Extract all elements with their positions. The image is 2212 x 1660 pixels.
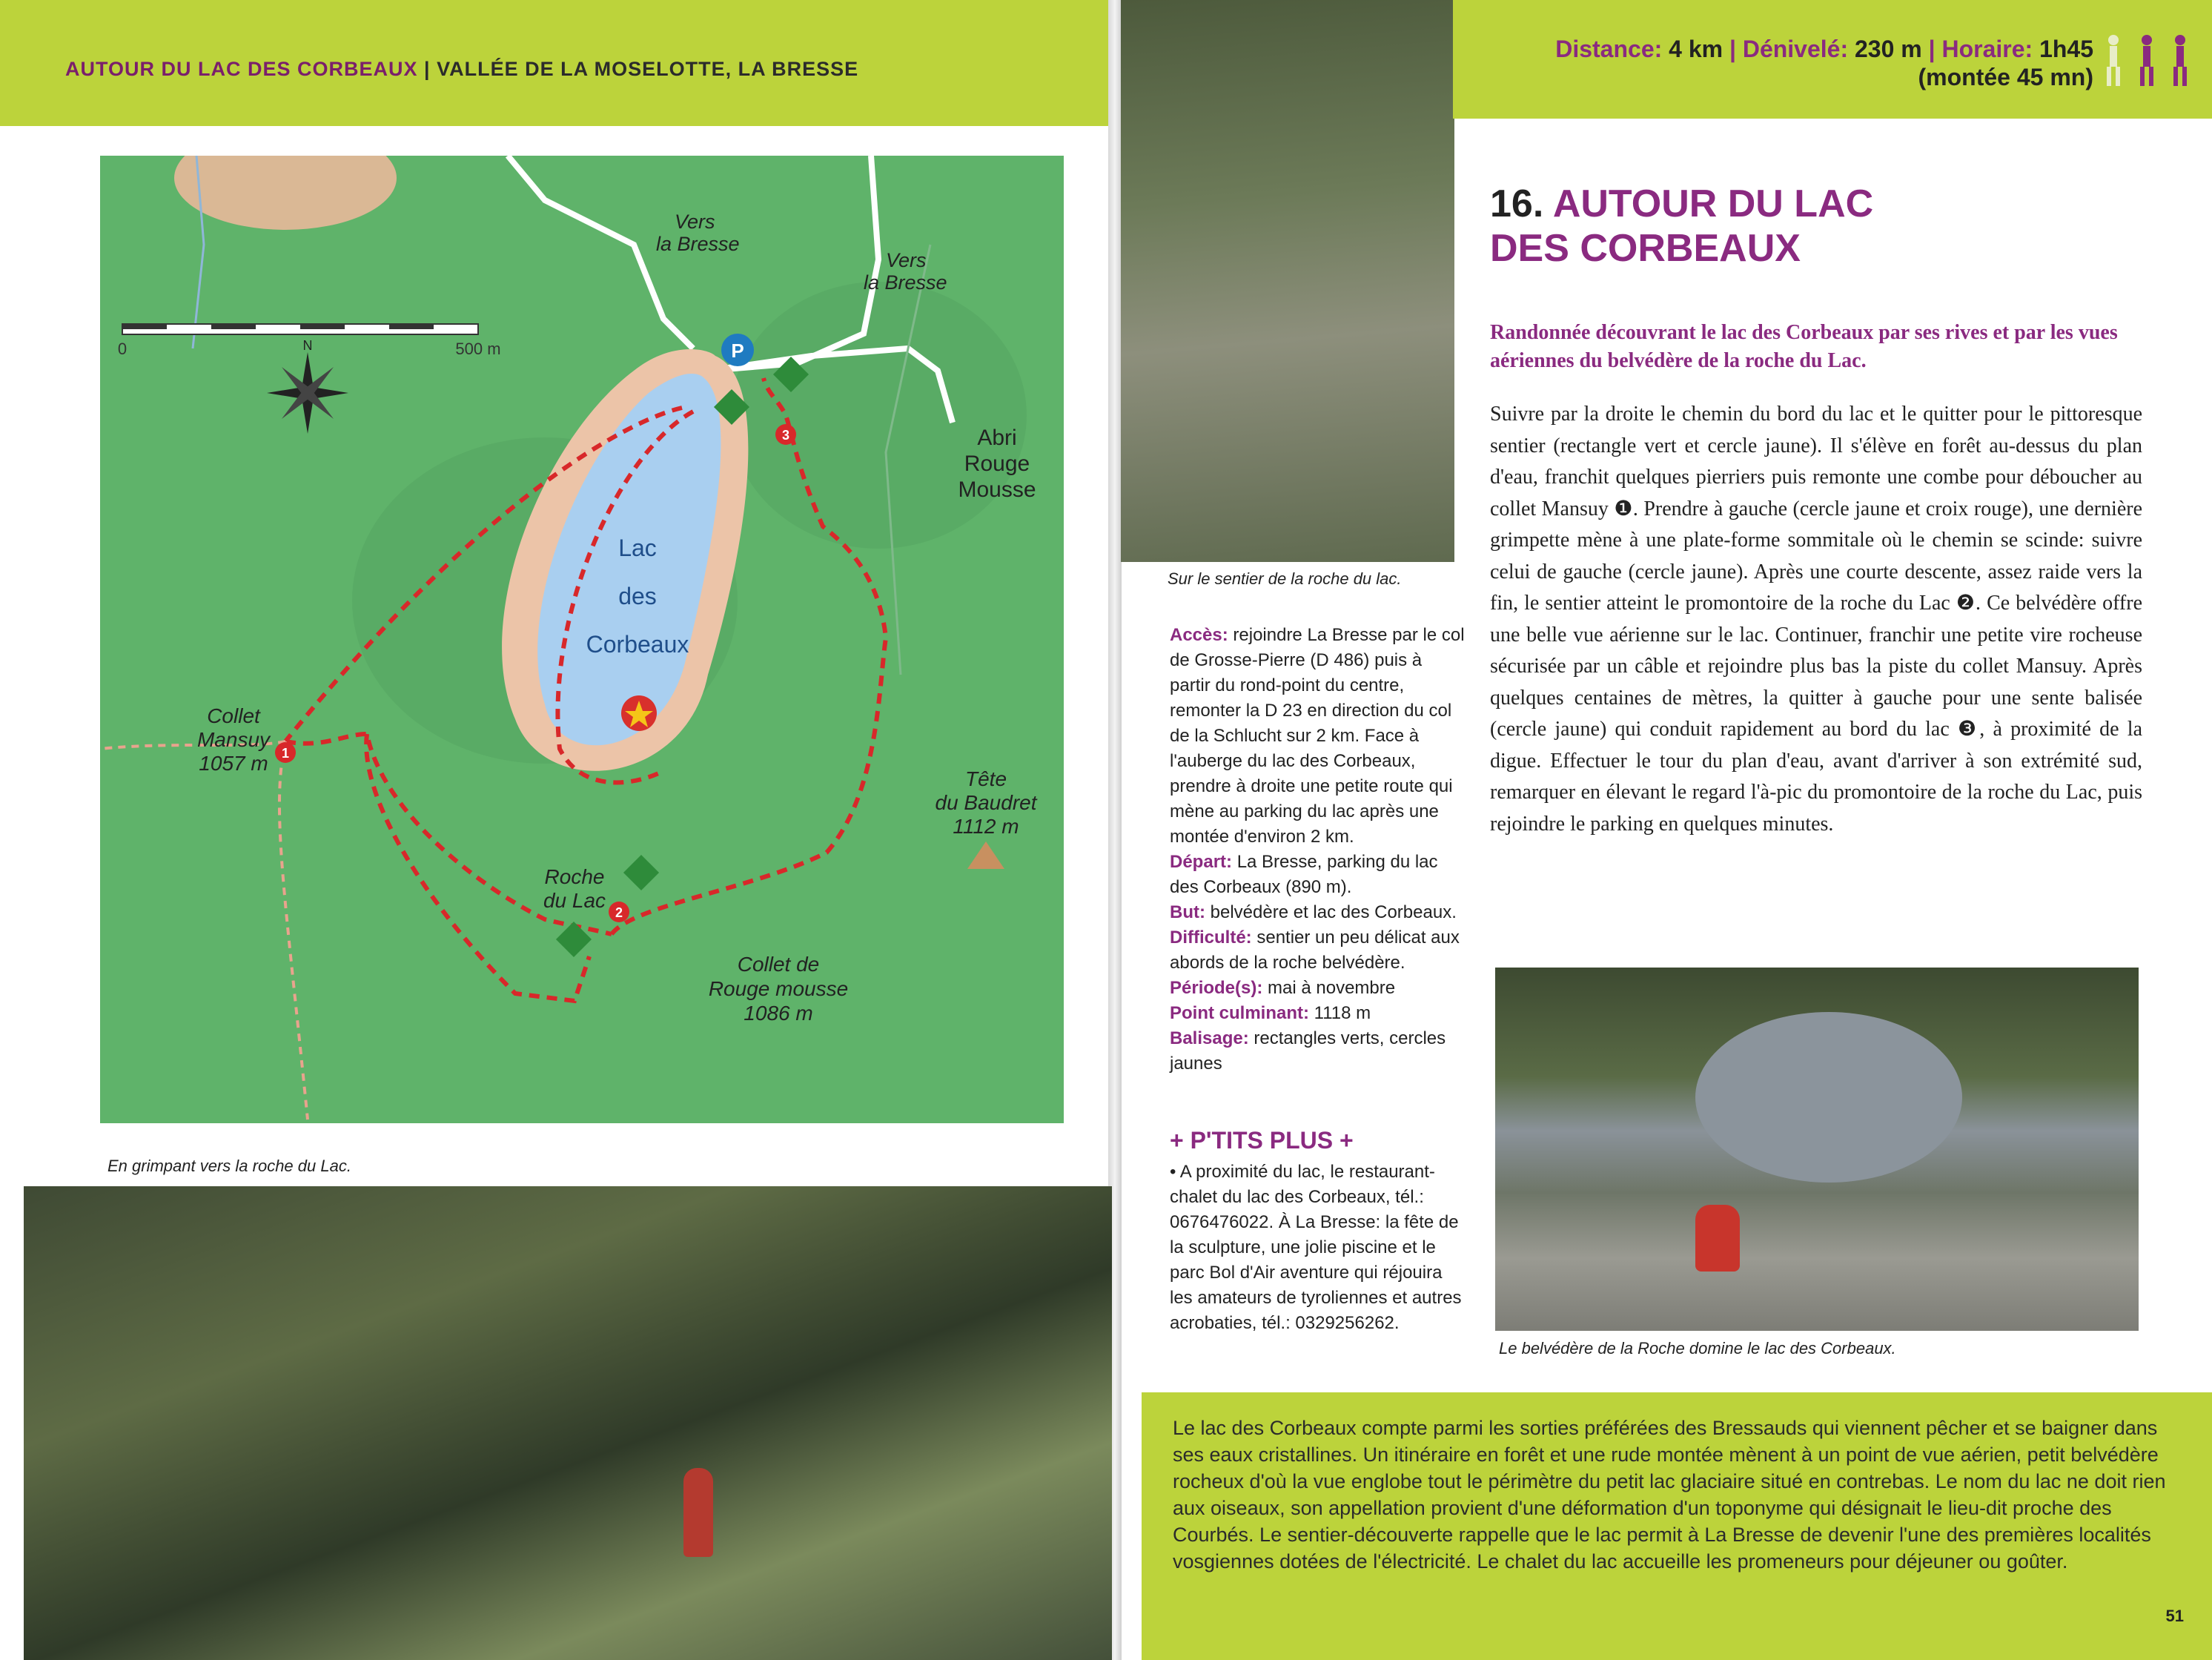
label-roche: Roche — [544, 865, 605, 888]
label-collet: Collet — [207, 704, 260, 727]
point-culminant-label: Point culminant: — [1170, 1003, 1309, 1023]
balisage-value: rectangles verts, cercles jaunes — [1170, 1028, 1446, 1074]
montee-duration: (montée 45 mn) — [1918, 64, 2093, 90]
lake-photo-caption: Le belvédère de la Roche domine le lac des Corbeaux. — [1499, 1339, 1896, 1358]
header-separator: | — [424, 58, 431, 80]
but-label: But: — [1170, 902, 1205, 922]
label-tete-alt: 1112 m — [953, 815, 1019, 838]
denivele-label: Dénivelé: — [1742, 36, 1849, 62]
article-title-line1: AUTOUR DU LAC — [1552, 182, 1874, 225]
label-vers-1b: la Bresse — [656, 233, 740, 255]
periode-label: Période(s): — [1170, 978, 1263, 998]
scale-start-label: 0 — [117, 340, 128, 358]
forest-trail-photo — [24, 1186, 1112, 1660]
but-value: belvédère et lac des Corbeaux. — [1210, 902, 1457, 922]
horaire-label: Horaire: — [1941, 36, 2033, 62]
waypoint-1-label: 1 — [281, 746, 290, 761]
stats-separator: | — [1729, 36, 1736, 62]
left-header-bar — [0, 0, 1112, 126]
page-number: 51 — [2165, 1607, 2184, 1625]
distance-label: Distance: — [1555, 36, 1663, 62]
label-tete: Tête — [964, 767, 1007, 790]
map-caption: En grimpant vers la roche du Lac. — [107, 1157, 351, 1175]
waypoint-3-label: 3 — [781, 428, 790, 443]
lake-label-line2: des — [618, 583, 657, 609]
header-title-main: AUTOUR DU LAC DES CORBEAUX — [65, 58, 418, 80]
left-header-title — [65, 58, 858, 81]
hike-stats — [1555, 36, 2093, 63]
article-number: 16. — [1490, 182, 1544, 225]
right-header-bar — [1453, 0, 2212, 119]
label-vers-2a: Vers — [886, 249, 927, 271]
hikers-difficulty-icon — [2095, 30, 2199, 89]
horaire-value: 1h45 — [2039, 36, 2093, 62]
label-abri-rouge: Rouge — [964, 452, 1030, 476]
waypoint-2-label: 2 — [615, 905, 623, 920]
label-tete-baudret: du Baudret — [935, 791, 1037, 814]
stats-separator: | — [1928, 36, 1936, 62]
acces-value: rejoindre La Bresse par le col de Grosse-Pierre (D 486) puis à partir du rond-point du centre, remonter la D 23 en direction du col de la Schlucht sur 2 km. Face à l'auberge du lac des Corbeaux, prendre à droite une petite route qui mène au parking du lac après une montée d'environ 2 km. — [1170, 625, 1465, 847]
label-vers-1a: Vers — [675, 211, 715, 233]
hiker-figure — [683, 1468, 713, 1557]
scale-end-label: 500 m — [455, 340, 501, 358]
article-title-line2: DES CORBEAUX — [1490, 227, 1801, 270]
seated-person — [1695, 1205, 1740, 1272]
denivele-value: 230 m — [1855, 36, 1922, 62]
label-roche-lac: du Lac — [543, 889, 606, 912]
article-intro: Randonnée découvrant le lac des Corbeaux par ses rives et par les vues aériennes du belvédère de la roche du Lac. — [1490, 321, 2118, 372]
difficulte-value: sentier un peu délicat aux abords de la roche belvédère. — [1170, 927, 1460, 973]
belvedere-lake-photo — [1495, 968, 2139, 1331]
acces-label: Accès: — [1170, 625, 1228, 645]
label-rouge-alt: 1086 m — [744, 1002, 813, 1025]
trail-cliff-photo — [1121, 0, 1454, 562]
trail-map — [100, 156, 1064, 1123]
distance-value: 4 km — [1669, 36, 1723, 62]
ptits-plus-title: + P'TITS PLUS + — [1170, 1127, 1354, 1154]
footer-text: Le lac des Corbeaux compte parmi les sorties préférées des Bressauds qui viennent pêcher et se baigner dans ses eaux cristallines. Un itinéraire en forêt et une rude montée mènent à un point de vue aérien, petit belvédère rocheux d'où la vue englobe tout le périmètre du petit lac glaciaire situé en contrebas. Le nom du lac ne doit rien aux oiseaux, son appellation provient d'une déformation d'un toponyme qui désignait le lieu-dit proche des Courbés. Le sentier-découverte rappelle que le lac permit à La Bresse de devenir l'une des premières localités vosgiennes dotées de l'électricité. Le chalet du lac accueille les promeneurs pour déjeuner ou goûter. — [1173, 1417, 2166, 1573]
lake-water — [1695, 1012, 1962, 1183]
depart-value: La Bresse, parking du lac des Corbeaux (890 m). — [1170, 852, 1438, 897]
periode-value: mai à novembre — [1268, 978, 1396, 998]
mid-photo-caption: Sur le sentier de la roche du lac. — [1168, 569, 1402, 588]
parking-label: P — [731, 340, 744, 362]
label-collet-mansuy: Mansuy — [196, 728, 271, 751]
article-body: Suivre par la droite le chemin du bord du lac et le quitter pour le pittoresque sentier (rectangle vert et cercle jaune). Il s'élève en forêt au-dessus du plan d'eau, franchit quelques pierriers puis remonte une combe pour déboucher au collet Mansuy ❶. Prendre à gauche (cercle jaune et croix rouge), une dernière grimpette mène à une plate-forme sommitale où le chemin se scinde: suivre celui de gauche (cercle jaune). Après une courte descente, assez raide vers la fin, le sentier atteint le promontoire de la roche du Lac ❷. Ce belvédère offre une belle vue aérienne sur le lac. Continuer, franchir une petite vire rocheuse sécurisée par un câble et rejoindre plus bas la piste du collet Mansuy. Après quelques centaines de mètres, la quitter à gauche pour une sente balisée (cercle jaune) qui conduit rapidement au bord du lac ❸, à proximité de la digue. Effectuer le tour du plan d'eau, avant d'arriver à son extrémité sud, remarquer en élevant le regard l'à-pic du promontoire de la roche du Lac, puis rejoindre le parking en quelques minutes. — [1490, 403, 2142, 836]
practical-info — [1170, 623, 1466, 1077]
label-rouge: Collet de — [737, 953, 820, 976]
compass-north-label: N — [302, 338, 313, 353]
difficulte-label: Difficulté: — [1170, 927, 1252, 948]
depart-label: Départ: — [1170, 852, 1233, 872]
balisage-label: Balisage: — [1170, 1028, 1249, 1048]
point-culminant-value: 1118 m — [1314, 1003, 1371, 1023]
lake-label-line1: Lac — [618, 535, 657, 561]
label-vers-2b: la Bresse — [864, 271, 947, 294]
footer-highlight-box — [1142, 1392, 2212, 1660]
lake-label-line3: Corbeaux — [586, 631, 689, 658]
label-abri-mousse: Mousse — [958, 477, 1036, 502]
article-title — [1490, 182, 1873, 271]
header-title-location: VALLÉE DE LA MOSELOTTE, LA BRESSE — [437, 58, 859, 80]
label-collet-alt: 1057 m — [199, 752, 268, 775]
label-rouge-mousse: Rouge mousse — [708, 977, 849, 1000]
ptits-plus-text: • A proximité du lac, le restaurant-chalet du lac des Corbeaux, tél.: 0676476022. À La Bresse: la fête de la sculpture, une jolie piscine et le parc Bol d'Air aventure qui réjouira les amateurs de tyroliennes et autres acrobaties, tél.: 0329256262. — [1170, 1162, 1462, 1333]
label-abri: Abri — [977, 426, 1017, 450]
